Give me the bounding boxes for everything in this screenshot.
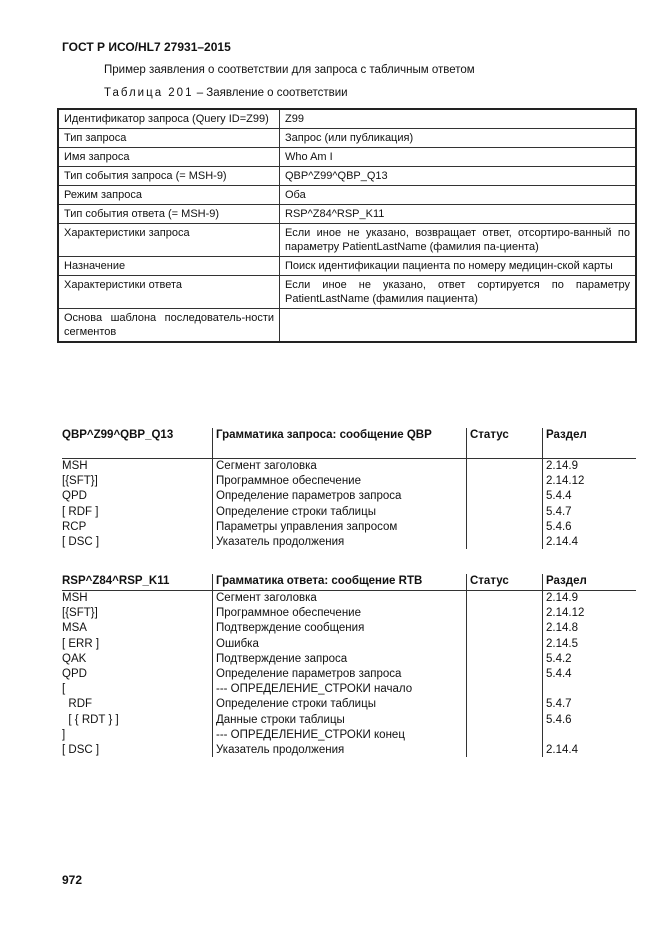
- conformance-key: Идентификатор запроса (Query ID=Z99): [58, 109, 280, 129]
- grammar-row: [62, 682, 636, 697]
- grammar-cell: --- ОПРЕДЕЛЕНИЕ_СТРОКИ конец: [216, 728, 405, 741]
- column-divider: [212, 574, 213, 757]
- conformance-row: [58, 309, 636, 343]
- grammar-cell: QPD: [62, 490, 87, 503]
- grammar-cell: 5.4.7: [546, 698, 572, 711]
- conformance-row: [58, 224, 636, 257]
- grammar-cell: Указатель продолжения: [216, 535, 345, 548]
- conformance-value: Who Am I: [280, 148, 637, 167]
- grammar-cell: 5.4.7: [546, 505, 572, 518]
- grammar-row: [62, 459, 636, 474]
- conformance-row: [58, 276, 636, 309]
- grammar-cell: 2.14.8: [546, 622, 578, 635]
- conformance-key: Характеристики ответа: [58, 276, 280, 309]
- conformance-value: Если иное не указано, ответ сортируется по параметру PatientLastName (фамилия пациента): [280, 276, 637, 309]
- document-standard-header: ГОСТ Р ИСО/HL7 27931–2015: [62, 40, 231, 54]
- grammar-row: [62, 474, 636, 489]
- conformance-value: Если иное не указано, возвращает ответ, отсортиро-ванный по параметру PatientLastName (фамилия па-циента): [280, 224, 637, 257]
- grammar-cell: Определение строки таблицы: [216, 698, 376, 711]
- grammar-cell: Подтверждение запроса: [216, 652, 348, 665]
- page-number: 972: [62, 873, 83, 887]
- conformance-key: Режим запроса: [58, 186, 280, 205]
- column-divider: [466, 428, 467, 549]
- grammar-row: [62, 713, 636, 728]
- table-caption-title: Заявление о соответствии: [206, 87, 348, 99]
- conformance-row: [58, 167, 636, 186]
- grammar-cell: [ DSC ]: [62, 743, 100, 756]
- grammar-cell: ]: [62, 728, 66, 741]
- grammar-cell: [{SFT}]: [62, 475, 98, 488]
- grammar-row: [62, 535, 636, 550]
- grammar-header-cell: Грамматика ответа: сообщение RTB: [216, 575, 423, 587]
- conformance-value: QBP^Z99^QBP_Q13: [280, 167, 637, 186]
- grammar-row: [62, 505, 636, 520]
- grammar-cell: Определение строки таблицы: [216, 505, 376, 518]
- conformance-key: Имя запроса: [58, 148, 280, 167]
- grammar-header-cell: RSP^Z84^RSP_K11: [62, 575, 170, 587]
- grammar-cell: 2.14.4: [546, 743, 578, 756]
- grammar-cell: 2.14.5: [546, 637, 578, 650]
- conformance-row: [58, 257, 636, 276]
- grammar-header-cell: Статус: [470, 575, 509, 587]
- response-grammar-table: [62, 574, 636, 758]
- grammar-cell: Сегмент заголовка: [216, 460, 317, 472]
- grammar-cell: 2.14.12: [546, 607, 585, 620]
- grammar-row: [62, 637, 636, 652]
- conformance-table: [57, 108, 637, 343]
- grammar-cell: MSH: [62, 592, 88, 604]
- conformance-value: [280, 309, 637, 343]
- grammar-row: [62, 489, 636, 504]
- grammar-cell: RDF: [62, 698, 93, 711]
- conformance-key: Основа шаблона последователь-ности сегментов: [58, 309, 280, 343]
- conformance-value: Поиск идентификации пациента по номеру медицин-ской карты: [280, 257, 637, 276]
- conformance-value: Запрос (или публикация): [280, 129, 637, 148]
- grammar-cell: Данные строки таблицы: [216, 713, 345, 726]
- grammar-row: [62, 652, 636, 667]
- table-caption-label: Таблица 201: [104, 87, 194, 99]
- grammar-row: [62, 728, 636, 743]
- grammar-cell: 2.14.4: [546, 535, 578, 548]
- grammar-header-cell: QBP^Z99^QBP_Q13: [62, 429, 174, 441]
- grammar-header-cell: Раздел: [546, 429, 587, 441]
- column-divider: [212, 428, 213, 549]
- column-divider: [466, 574, 467, 757]
- grammar-cell: 5.4.6: [546, 520, 572, 533]
- conformance-key: Тип запроса: [58, 129, 280, 148]
- grammar-cell: 2.14.9: [546, 592, 578, 604]
- conformance-row: [58, 109, 636, 129]
- grammar-header-cell: Раздел: [546, 575, 587, 587]
- grammar-cell: 5.4.4: [546, 667, 572, 680]
- grammar-row: [62, 697, 636, 712]
- grammar-cell: Определение параметров запроса: [216, 667, 402, 680]
- conformance-key: Назначение: [58, 257, 280, 276]
- grammar-cell: [ ERR ]: [62, 637, 100, 650]
- grammar-cell: Сегмент заголовка: [216, 592, 317, 604]
- grammar-cell: RCP: [62, 520, 87, 533]
- grammar-cell: 2.14.12: [546, 475, 585, 488]
- grammar-row: [62, 606, 636, 621]
- table-caption-dash: –: [196, 87, 204, 99]
- grammar-row: [62, 591, 636, 606]
- grammar-cell: Подтверждение сообщения: [216, 622, 365, 635]
- conformance-value: Оба: [280, 186, 637, 205]
- conformance-key: Тип события запроса (= MSH-9): [58, 167, 280, 186]
- conformance-key: Характеристики запроса: [58, 224, 280, 257]
- table-caption: [104, 87, 348, 99]
- conformance-row: [58, 205, 636, 224]
- grammar-cell: Указатель продолжения: [216, 743, 345, 756]
- grammar-cell: Параметры управления запросом: [216, 520, 398, 533]
- grammar-header-cell: Статус: [470, 429, 509, 441]
- grammar-header-cell: Грамматика запроса: сообщение QBP: [216, 429, 432, 441]
- grammar-row: [62, 621, 636, 636]
- grammar-header-row: [62, 428, 636, 459]
- grammar-cell: [{SFT}]: [62, 607, 98, 620]
- conformance-row: [58, 148, 636, 167]
- conformance-value: Z99: [280, 109, 637, 129]
- grammar-cell: [ { RDT } ]: [62, 713, 119, 726]
- conformance-row: [58, 129, 636, 148]
- grammar-row: [62, 743, 636, 758]
- conformance-row: [58, 186, 636, 205]
- grammar-cell: 2.14.9: [546, 460, 578, 472]
- grammar-cell: 5.4.6: [546, 713, 572, 726]
- grammar-cell: Программное обеспечение: [216, 607, 361, 620]
- grammar-cell: QAK: [62, 652, 87, 665]
- intro-text: Пример заявления о соответствии для запроса с табличным ответом: [104, 64, 475, 76]
- query-grammar-table: [62, 428, 636, 550]
- grammar-cell: QPD: [62, 667, 87, 680]
- grammar-cell: 5.4.4: [546, 490, 572, 503]
- conformance-key: Тип события ответа (= MSH-9): [58, 205, 280, 224]
- grammar-cell: [: [62, 683, 66, 696]
- grammar-cell: Программное обеспечение: [216, 475, 361, 488]
- grammar-row: [62, 667, 636, 682]
- grammar-cell: [ RDF ]: [62, 505, 99, 518]
- grammar-cell: Определение параметров запроса: [216, 490, 402, 503]
- column-divider: [542, 574, 543, 757]
- grammar-cell: MSH: [62, 460, 88, 472]
- column-divider: [542, 428, 543, 549]
- grammar-cell: Ошибка: [216, 637, 259, 650]
- grammar-cell: 5.4.2: [546, 652, 572, 665]
- grammar-cell: [ DSC ]: [62, 535, 100, 548]
- conformance-value: RSP^Z84^RSP_K11: [280, 205, 637, 224]
- grammar-row: [62, 520, 636, 535]
- grammar-header-row: [62, 574, 636, 591]
- grammar-cell: MSA: [62, 622, 87, 635]
- grammar-cell: --- ОПРЕДЕЛЕНИЕ_СТРОКИ начало: [216, 683, 413, 696]
